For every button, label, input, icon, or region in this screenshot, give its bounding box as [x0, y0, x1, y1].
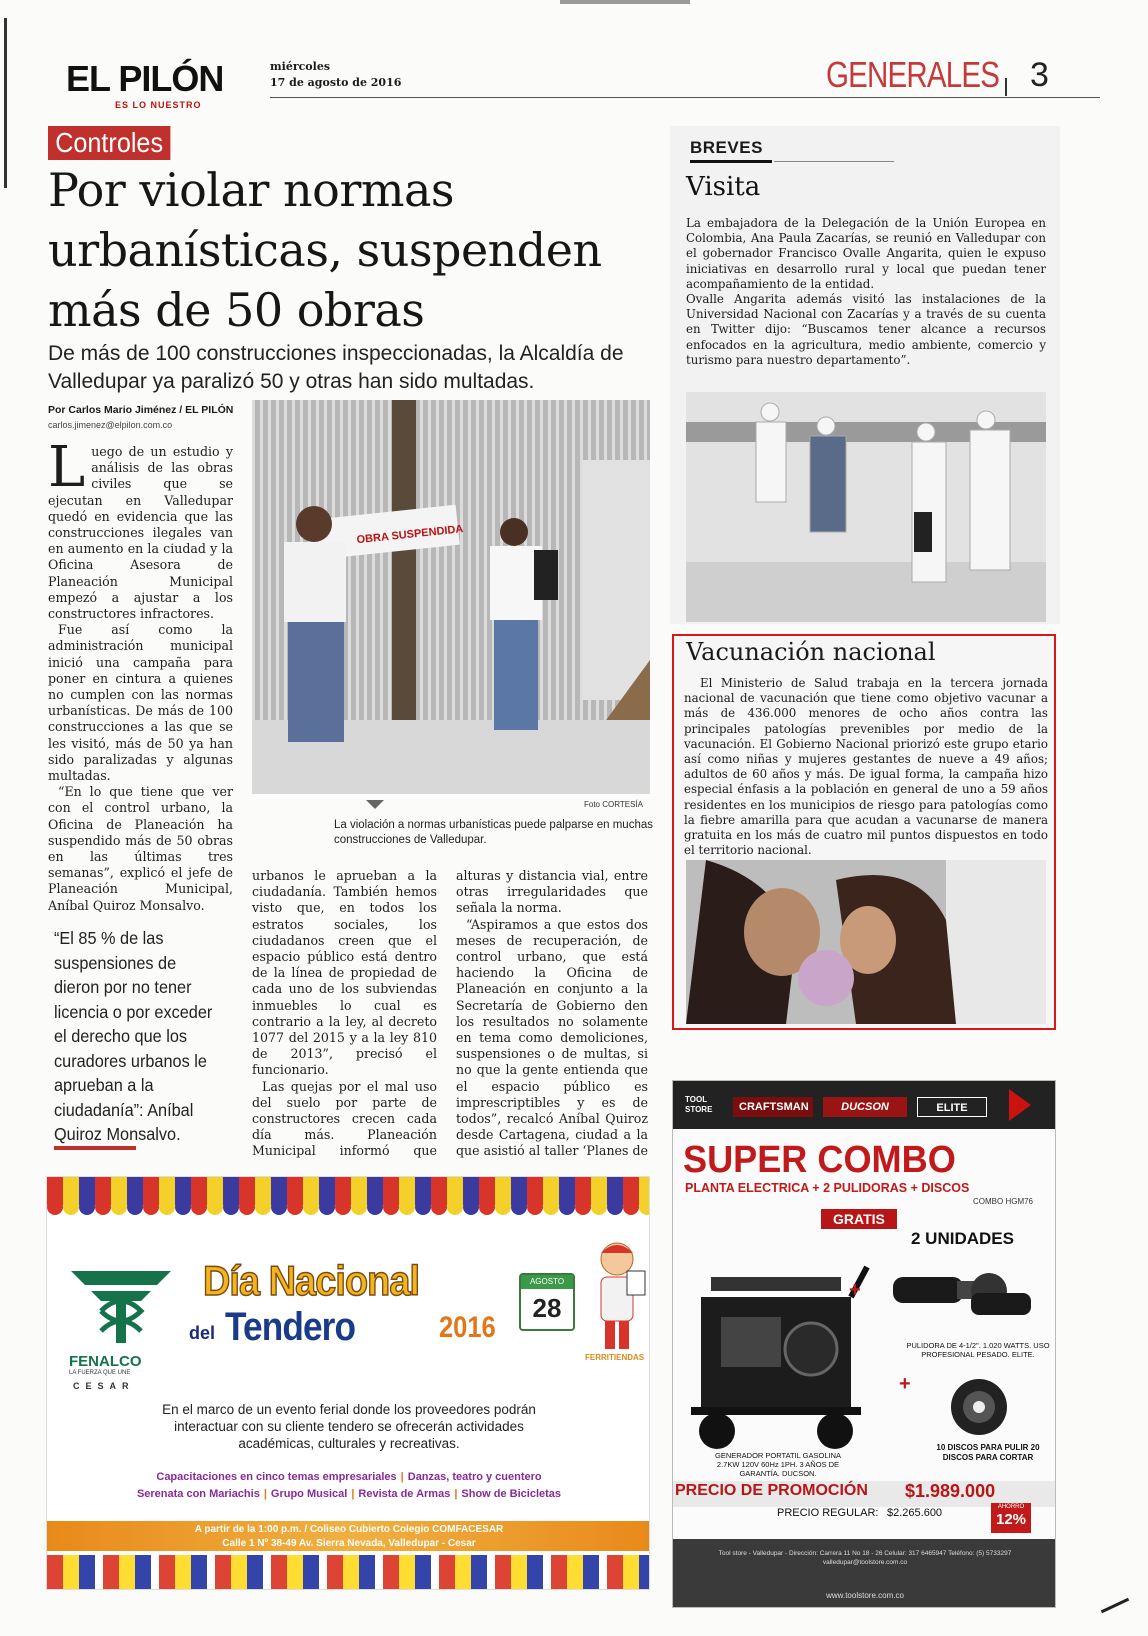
- brief-vaccination-title: Vacunación nacional: [686, 638, 936, 666]
- combo-subtitle: PLANTA ELECTRICA + 2 PULIDORAS + DISCOS: [685, 1181, 970, 1195]
- combo-code: COMBO HGM76: [973, 1197, 1034, 1206]
- disc-description: 10 DISCOS PARA PULIR 20 DISCOS PARA CORTAR: [936, 1443, 1040, 1462]
- paragraph: uego de un estudio y análisis de las obras civiles que se ejecutan en Valledupar quedó en evidencia que las construcciones ilegales van en aumento en la ciudad y la Oficina Asesora de Planeación Municipal empezó a ajustar a los constructores infractores.: [48, 444, 233, 622]
- generator-description: GENERADOR PORTATIL GASOLINA 2.7KW 120V 60Hz 1PH. 3 AÑOS DE GARANTÍA. DUCSON.: [715, 1451, 841, 1478]
- activity-item: Show de Bicicletas: [461, 1488, 562, 1500]
- venue-bar: [47, 1521, 650, 1551]
- calendar-icon: [519, 1273, 575, 1331]
- page-edge-bar: [4, 18, 7, 188]
- fenalco-region: CESAR: [73, 1381, 135, 1391]
- crop-mark: [1101, 1598, 1129, 1613]
- paragraph: urbanos le aprueban a la ciudadanía. También hemos visto que, en todos los estratos sociales, los ciudadanos creen que el espacio público está dentro de la línea de propiedad de cada uno de los subviendas inmuebles lo cual es contrario a la ley, al decreto 1077 del 2015 y a la ley 810 de 2013”, precisó el funcionario.: [252, 868, 437, 1078]
- abrasive-disc-icon: [949, 1377, 1009, 1437]
- article-column-3: [456, 868, 648, 1158]
- brand-craftsman: CRAFTSMAN: [733, 1097, 813, 1117]
- ad-description: En el marco de un evento ferial donde los proveedores podrán interactuar con su cliente tendero se ofrecerán actividades académicas, culturales y recreativas.: [162, 1402, 536, 1451]
- ferritiendas-label: FERRITIENDAS: [585, 1353, 645, 1362]
- caption-arrow-icon: [366, 800, 384, 809]
- ad-super-combo[interactable]: [672, 1080, 1056, 1608]
- article-kicker: Controles: [48, 126, 170, 160]
- article-subhead: De más de 100 construcciones inspeccionadas, la Alcaldía de Valledupar ya paralizó 50 y otras han sido multadas.: [48, 342, 624, 393]
- paragraph: El Ministerio de Salud trabaja en la tercera jornada nacional de vacunación que tiene como objetivo vacunar a más de 436.000 menores de ocho años contra las principales patologías prevenibles por medio de la vacunación. El Gobierno Nacional priorizó este grupo etario así como niñas y mujeres gestantes de nueve a 49 años; adultos de 60 años y más. De igual forma, la campaña hizo especial énfasis a la población en general de uno a 59 años residentes en los municipios de riesgo para patologías como la fiebre amarilla para que acudan a vacunarse de manera gratuita en los más de cuatro mil puntos dispuestos en todo el territorio nacional.: [684, 676, 1048, 858]
- pull-quote: “El 85 % de las suspensiones de dieron por no tener licencia o por exceder el derecho que los curadores urbanos le aprueban a la ciudadanía”: Aníbal Quiroz Monsalvo.: [54, 928, 213, 1144]
- chevron-right-icon: [1009, 1089, 1031, 1121]
- savings-label: AHORRO: [997, 1504, 1025, 1510]
- fenalco-name: FENALCO: [69, 1353, 142, 1370]
- shopkeeper-mascot-icon: [587, 1237, 647, 1357]
- brand-ducson: DUCSON: [823, 1097, 907, 1117]
- calendar-day: 28: [532, 1293, 562, 1323]
- grinder-description: PULIDORA DE 4-1/2". 1.020 WATTS. USO PROFESIONAL PESADO. ELITE.: [906, 1341, 1050, 1359]
- issue-weekday: miércoles: [270, 60, 331, 73]
- brand-toolstore: TOOL STORE: [685, 1095, 713, 1114]
- brief-visita-text: [686, 216, 1046, 368]
- venue-line: A partir de la 1:00 p.m. / Coliseo Cubierto Colegio COMFACESAR: [194, 1524, 504, 1535]
- activity-item: Danzas, teatro y cuentero: [407, 1471, 542, 1483]
- paragraph: “Aspiramos a que estos dos meses de recuperación, de control urbano, que está haciendo la Oficina de Planeación en conjunto a la Secretaría de Gobierno den los resultados no solamente en tema como demoliciones, suspensiones o de multas, si no que la gente entienda que el espacio público es imprescriptibles y es de todos”, recalcó Aníbal Quiroz desde Cartagena, ciudad a la que asistió al taller ‘Planes de: [456, 916, 648, 1158]
- calendar-month: AGOSTO: [521, 1275, 573, 1289]
- ad-activities: [47, 1469, 650, 1503]
- ad-title-line2: Tendero: [225, 1305, 356, 1349]
- issue-date: 17 de agosto de 2016: [270, 76, 402, 89]
- vaccination-photo-illustration: [686, 860, 1046, 1024]
- activity-item: Capacitaciones en cinco temas empresariales: [156, 1471, 397, 1483]
- author-email: carlos.jimenez@elpilon.com.co: [48, 420, 173, 430]
- briefs-label: BREVES: [690, 138, 763, 157]
- plus-icon: +: [899, 1373, 911, 1395]
- combo-title: SUPER COMBO: [683, 1139, 956, 1181]
- activity-item: Revista de Armas: [358, 1488, 451, 1500]
- paragraph: “En lo que tiene que ver con el control urbano, la Oficina de Planeación ha suspendido más de 50 obras en las últimas tres semanas”, explicó el jefe de Planeación Municipal, Aníbal Quiroz Monsalvo.: [48, 784, 233, 912]
- top-crop-mark: [560, 0, 690, 4]
- pull-quote-rule: [54, 1146, 136, 1150]
- article-byline: Por Carlos Mario Jiménez / EL PILÓN: [48, 404, 234, 416]
- free-badge: GRATIS: [821, 1209, 897, 1229]
- ad-title-line1: Día Nacional: [203, 1257, 420, 1304]
- promo-price: $1.989.000: [905, 1481, 996, 1501]
- fenalco-logo-icon: [61, 1261, 181, 1351]
- brand-elite: ELITE: [917, 1097, 987, 1117]
- construction-photo-illustration: [252, 400, 650, 794]
- promo-price-label: PRECIO DE PROMOCIÓN: [675, 1482, 868, 1499]
- ad-dia-del-tendero[interactable]: [46, 1176, 650, 1590]
- brief-vaccination-text: [684, 676, 1048, 858]
- photo-credit: Foto CORTESÍA: [584, 800, 643, 809]
- article-column-2: [252, 868, 437, 1158]
- store-website[interactable]: www.toolstore.com.co: [826, 1591, 904, 1600]
- fenalco-slogan: LA FUERZA QUE UNE: [69, 1370, 131, 1376]
- venue-address: Calle 1 Nº 38-49 Av. Sierra Nevada, Valledupar - Cesar: [222, 1538, 476, 1549]
- construction-photo: [252, 400, 650, 794]
- store-address: Tool store - Valledupar - Dirección: Carrera 11 No 18 - 26 Celular: 317 6465947 Teléfono: (5) 5733297 valledupar@toolstore.com.co: [718, 1550, 1012, 1566]
- angle-grinder-icon: [883, 1257, 1043, 1327]
- paragraph: Ovalle Angarita además visitó las instalaciones de la Universidad Nacional con Zacarías y a través de su cuenta en Twitter dijo: “Buscamos tener alcance a recursos enfocados en la agricultura, medio ambiente, comercio y turismo para nuestro departamento”.: [686, 292, 1046, 367]
- briefs-rule: [690, 160, 772, 163]
- vaccination-photo: [686, 860, 1046, 1024]
- plus-icon: +: [849, 1279, 861, 1301]
- briefs-rule-thin: [774, 161, 894, 162]
- logo-tagline: ES LO NUESTRO: [115, 100, 202, 110]
- article-headline: Por violar normas urbanísticas, suspenden más de 50 obras: [48, 163, 602, 337]
- section-divider: [1005, 78, 1007, 96]
- masthead-rule: [270, 97, 1100, 98]
- activity-item: Serenata con Mariachis: [136, 1488, 260, 1500]
- savings-badge: [991, 1503, 1031, 1533]
- ad-stripe-border: [47, 1555, 650, 1590]
- paragraph: alturas y distancia vial, entre otras irregularidades que señala la norma.: [456, 868, 648, 916]
- page-number: 3: [1030, 56, 1049, 94]
- article-column-1: [48, 444, 233, 912]
- visit-photo: [686, 392, 1046, 622]
- brief-visita-title: Visita: [686, 172, 761, 202]
- awning-graphic: [47, 1177, 650, 1221]
- activities-row: Serenata con Mariachis | Grupo Musical | Revista de Armas | Show de Bicicletas: [136, 1488, 562, 1500]
- paragraph: La embajadora de la Delegación de la Unión Europea en Colombia, Ana Paula Zacarías, se reunió en Valledupar con el gobernador Francisco Ovalle Angarita, quien le expuso iniciativas en desarrollo rural y local que puedan tener acompañamiento de la entidad.: [686, 216, 1046, 291]
- regular-price-label: PRECIO REGULAR:: [777, 1507, 879, 1519]
- section-title: GENERALES: [826, 54, 1000, 95]
- activities-row: Capacitaciones en cinco temas empresariales | Danzas, teatro y cuentero: [156, 1471, 542, 1483]
- generator-icon: [681, 1257, 871, 1457]
- photo-caption: La violación a normas urbanísticas puede palparse en muchas construcciones de Valledupar.: [334, 819, 653, 846]
- regular-price: $2.265.600: [887, 1507, 943, 1519]
- paragraph: Fue así como la administración municipal inició una campaña para poner en cintura a quienes no cumplen con las normas urbanísticas. De más de 100 construcciones a las que se les visitó, más de 50 ya han sido paralizadas y algunas multadas.: [48, 622, 233, 784]
- paragraph: Las quejas por el mal uso del suelo por parte de constructores crecen cada día más. Planeación Municipal informó que: [252, 1078, 437, 1158]
- activity-item: Grupo Musical: [270, 1488, 348, 1500]
- ad-title-del: del: [189, 1323, 216, 1343]
- visit-photo-illustration: [686, 392, 1046, 622]
- drop-cap: L: [48, 444, 86, 500]
- ad-title-year: 2016: [439, 1311, 496, 1344]
- savings-percent: 12%: [995, 1511, 1027, 1528]
- newspaper-logo: EL PILÓN: [66, 58, 224, 99]
- units-label: 2 UNIDADES: [911, 1229, 1014, 1248]
- suspension-sign-text: OBRA SUSPENDIDA: [356, 523, 464, 547]
